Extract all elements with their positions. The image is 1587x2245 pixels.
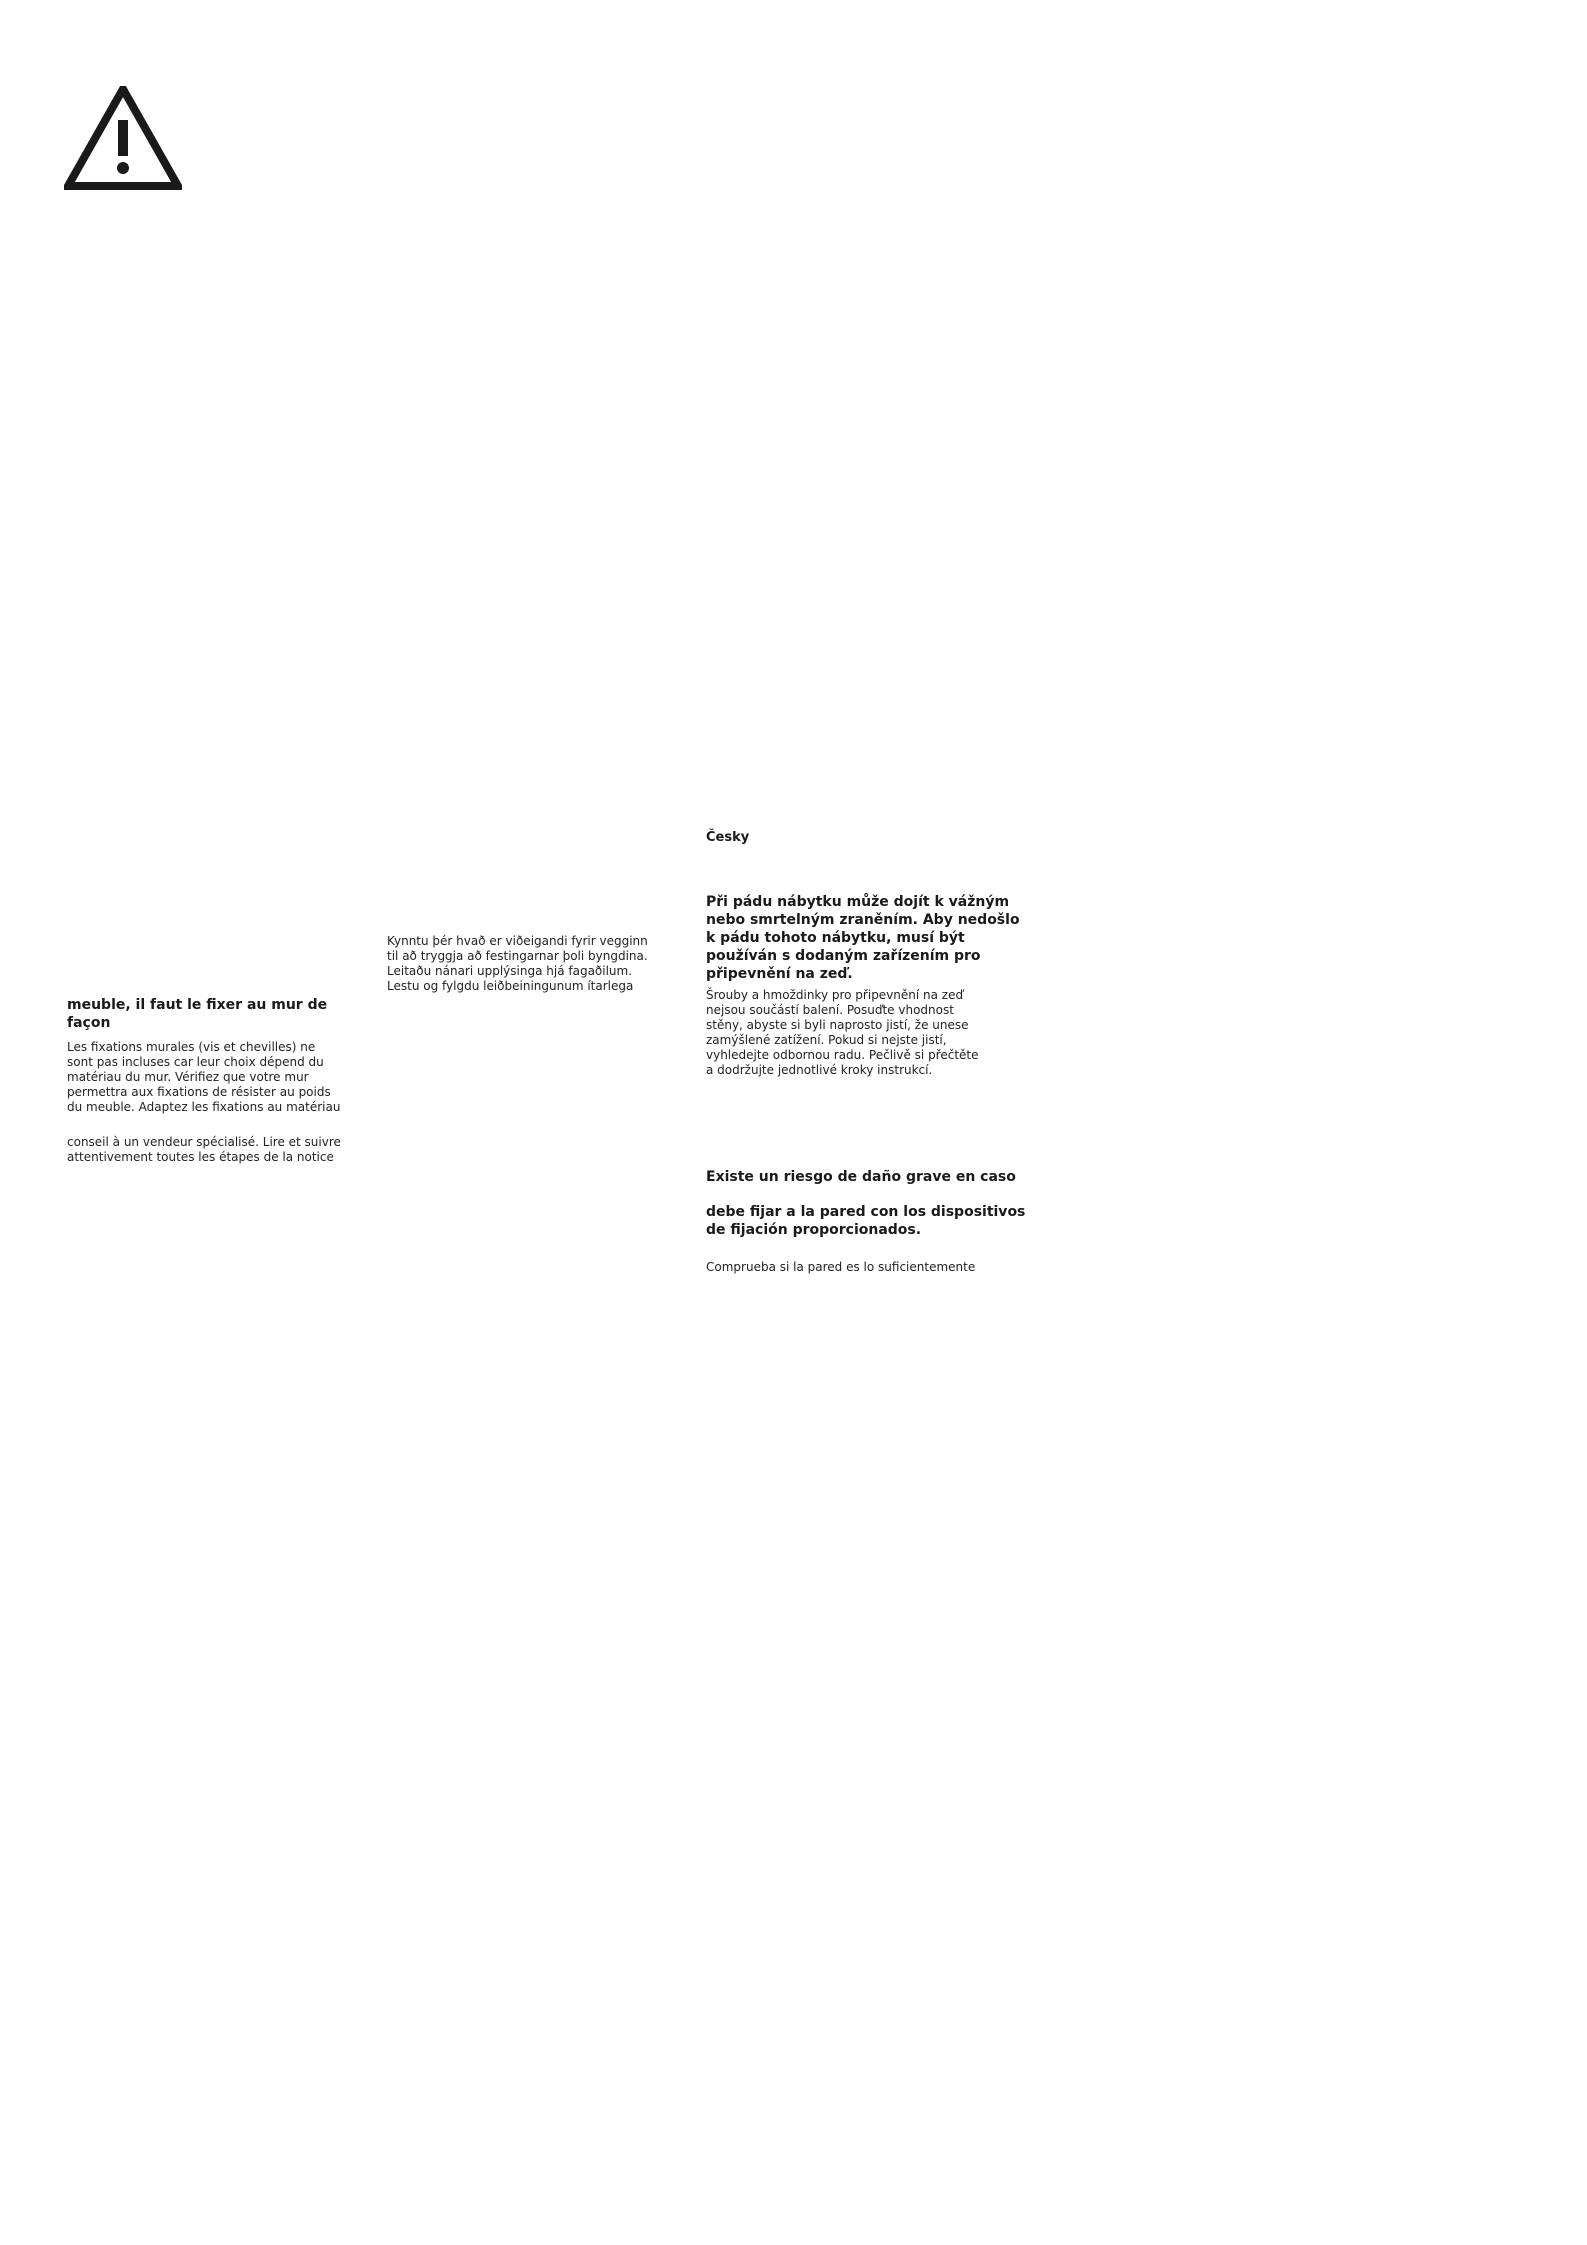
czech-heading-line: k pádu tohoto nábytku, musí být [706,930,965,946]
french-line: du meuble. Adaptez les fixations au matériau [67,1100,341,1114]
icelandic-paragraph-1 [387,934,687,994]
spanish-heading-2 [706,1203,1026,1239]
french-line: permettra aux fixations de résister au poids [67,1085,331,1099]
french-section [67,996,367,1032]
warning-triangle-icon [64,86,182,190]
czech-paragraph-1 [706,988,1026,1078]
french-line: Les fixations murales (vis et chevilles) ne [67,1040,316,1054]
czech-line: nejsou součástí balení. Posuďte vhodnost [706,1003,954,1017]
icelandic-line: Lestu og fylgdu leiðbeiningunum ítarlega [387,979,634,993]
czech-line: a dodržujte jednotlivé kroky instrukcí. [706,1063,933,1077]
czech-heading-line: nebo smrtelným zraněním. Aby nedošlo [706,912,1020,928]
french-paragraph-1 [67,1040,367,1115]
czech-line: zamýšlené zatížení. Pokud si nejste jistí, [706,1033,947,1047]
french-line: conseil à un vendeur spécialisé. Lire et suivre [67,1135,341,1149]
spanish-heading-line: de fijación proporcionados. [706,1222,922,1238]
french-line: matériau du mur. Vérifiez que votre mur [67,1070,309,1084]
french-heading: meuble, il faut le fixer au mur de façon [67,997,328,1031]
czech-line: vyhledejte odbornou radu. Pečlivě si přečtěte [706,1048,979,1062]
czech-line: stěny, abyste si byli naprosto jistí, že unese [706,1018,969,1032]
czech-heading [706,893,1026,983]
spanish-heading-line: Existe un riesgo de daño grave en caso [706,1169,1016,1185]
czech-line: Šrouby a hmoždinky pro připevnění na zeď [706,988,964,1002]
czech-heading-line: připevnění na zeď. [706,966,853,982]
czech-section [706,830,1026,846]
spanish-heading-1 [706,1168,1026,1186]
french-line: attentivement toutes les étapes de la notice [67,1150,334,1164]
spanish-paragraph-1 [706,1260,1026,1275]
french-paragraph-2 [67,1135,367,1165]
icelandic-line: Leitaðu nánari upplýsinga hjá fagaðilum. [387,964,633,978]
czech-heading-line: používán s dodaným zařízením pro [706,948,981,964]
french-line: sont pas incluses car leur choix dépend du [67,1055,324,1069]
czech-heading-line: Při pádu nábytku může dojít k vážným [706,894,1010,910]
spanish-heading-line: debe fijar a la pared con los dispositivos [706,1204,1026,1220]
czech-language-label: Česky [706,830,750,845]
icelandic-line: til að tryggja að festingarnar þoli byngdina. [387,949,648,963]
icelandic-line: Kynntu þér hvað er viðeigandi fyrir vegginn [387,934,648,948]
spanish-line: Comprueba si la pared es lo suficientemente [706,1260,976,1274]
